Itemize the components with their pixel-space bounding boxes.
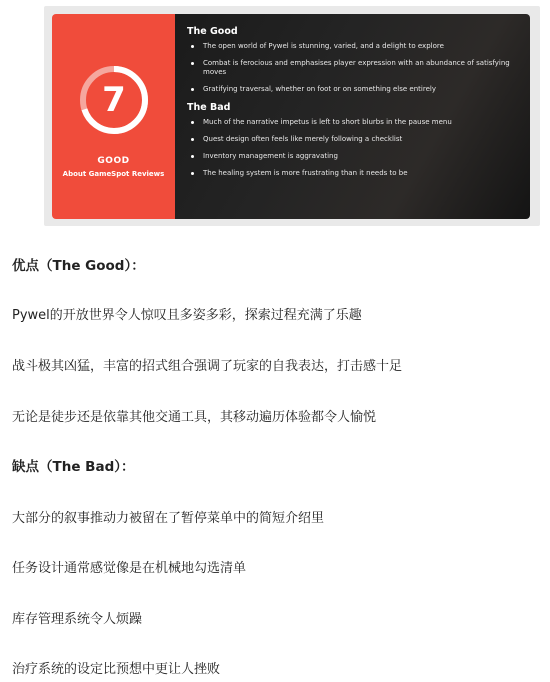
good-point: 战斗极其凶猛，丰富的招式组合强调了玩家的自我表达，打击感十足 [12,359,403,374]
review-card-container [44,6,540,226]
score-value: 7 [102,80,126,120]
bad-point: 治疗系统的设定比预想中更让人挫败 [12,662,221,677]
score-panel [52,14,175,219]
bad-item: Quest design often feels like merely following a checklist [187,135,518,144]
bad-section-title: The Bad [187,102,231,113]
good-point: 无论是徒步还是依靠其他交通工具，其移动遍历体验都令人愉悦 [12,410,377,425]
bad-item: Much of the narrative impetus is left to short blurbs in the pause menu [187,118,518,127]
bad-list [187,118,518,178]
good-item: The open world of Pywel is stunning, varied, and a delight to explore [187,42,518,51]
about-reviews-link[interactable]: About GameSpot Reviews [62,170,165,178]
good-item: Combat is ferocious and emphasises player expression with an abundance of satisfying moves [187,59,518,77]
review-panel [175,14,530,219]
bad-heading: 缺点（The Bad）： [12,459,135,475]
good-point: Pywel的开放世界令人惊叹且多姿多彩，探索过程充满了乐趣 [12,308,362,323]
bad-item: The healing system is more frustrating than it needs to be [187,169,518,178]
good-list [187,42,518,94]
verdict-label: GOOD [97,156,130,166]
good-item: Gratifying traversal, whether on foot or on something else entirely [187,85,518,94]
bad-point: 任务设计通常感觉像是在机械地勾选清单 [12,561,247,576]
good-section-title: The Good [187,26,238,37]
bad-point: 大部分的叙事推动力被留在了暂停菜单中的简短介绍里 [12,511,325,526]
good-heading: 优点（The Good）： [12,258,145,274]
bad-point: 库存管理系统令人烦躁 [12,612,143,627]
bad-item: Inventory management is aggravating [187,152,518,161]
review-card [52,14,530,219]
